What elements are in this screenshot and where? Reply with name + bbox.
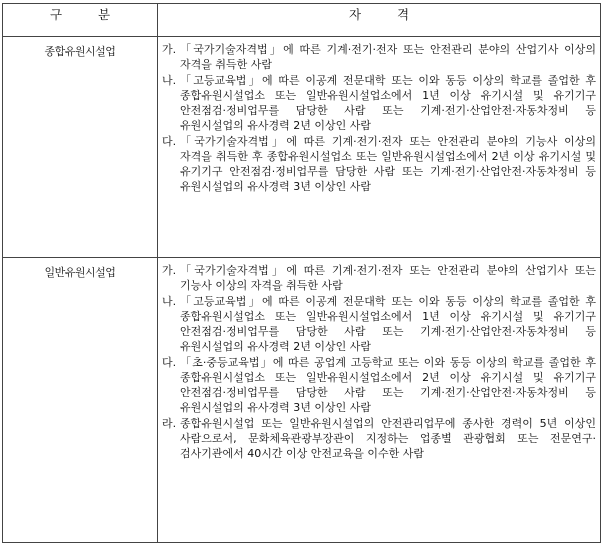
item-marker: 다.	[162, 135, 177, 148]
qualification-item	[162, 73, 596, 133]
table-row-comprehensive	[3, 37, 601, 258]
category-cell: 일반유원시설업	[3, 258, 158, 543]
qualification-item	[162, 42, 596, 72]
qualification-item	[162, 134, 596, 194]
item-text: 「초·중등교육법」에 따른 공업계 고등학교 또는 이와 동등 이상의 학교를 졸업한 후 종합유원시설업소 또는 일반유원시설업소에서 2년 이상 유기시설 및 유기기구 안전점검·정비업무를 담당한 사람 또는 기계·전기·산업안전·자동차정비 등 유원시설업의 유사경력 3년 이상인 사람	[180, 356, 596, 414]
item-marker: 가.	[162, 264, 177, 277]
item-marker: 다.	[162, 356, 177, 369]
item-marker: 라.	[162, 417, 177, 430]
table-row-general	[3, 258, 601, 543]
qualification-item	[162, 416, 596, 461]
item-text: 「국가기술자격법」에 따른 기계·전기·전자 또는 안전관리 분야의 산업기사 이상의 자격을 취득한 사람	[180, 43, 596, 71]
header-category: 구 분	[3, 4, 158, 37]
item-text: 「국가기술자격법」에 따른 기계·전기·전자 또는 안전관리 분야의 산업기사 또는 기능사 이상의 자격을 취득한 사람	[180, 264, 596, 292]
qualification-cell	[158, 258, 601, 543]
item-text: 「고등교육법」에 따른 이공계 전문대학 또는 이와 동등 이상의 학교를 졸업한 후 종합유원시설업소 또는 일반유원시설업소에서 1년 이상 유기시설 및 유기기구 안전점검·정비업무를 담당한 사람 또는 기계·전기·산업안전·자동차정비 등 유원시설업의 유사경력 2년 이상인 사람	[180, 295, 596, 353]
item-text: 「국가기술자격법」에 따른 기계·전기·전자 또는 안전관리 분야의 기능사 이상의 자격을 취득한 후 종합유원시설업소 또는 일반유원시설업소에서 2년 이상 유기시설 및 유기기구 안전점검·정비업무를 담당한 사람 또는 기계·전기·산업안전·자동차정비 등 유원시설업의 유사경력 3년 이상인 사람	[180, 135, 596, 193]
item-marker: 나.	[162, 295, 177, 308]
item-text: 종합유원시설업 또는 일반유원시설업의 안전관리업무에 종사한 경력이 5년 이상인 사람으로서, 문화체육관광부장관이 지정하는 업종별 관광협회 또는 전문연구·검사기관에서 40시간 이상 안전교육을 이수한 사람	[180, 417, 596, 460]
item-text: 「고등교육법」에 따른 이공계 전문대학 또는 이와 동등 이상의 학교를 졸업한 후 종합유원시설업소 또는 일반유원시설업소에서 1년 이상 유기시설 및 유기기구 안전점검·정비업무를 담당한 사람 또는 기계·전기·산업안전·자동차정비 등 유원시설업의 유사경력 2년 이상인 사람	[180, 74, 596, 132]
item-marker: 나.	[162, 74, 177, 87]
qualification-item	[162, 294, 596, 354]
table-header-row	[3, 4, 601, 37]
qualification-table	[2, 3, 601, 543]
item-marker: 가.	[162, 43, 177, 56]
qualification-item	[162, 263, 596, 293]
category-cell: 종합유원시설업	[3, 37, 158, 258]
qualification-cell	[158, 37, 601, 258]
qualification-item	[162, 355, 596, 415]
header-qualification: 자 격	[158, 4, 601, 37]
